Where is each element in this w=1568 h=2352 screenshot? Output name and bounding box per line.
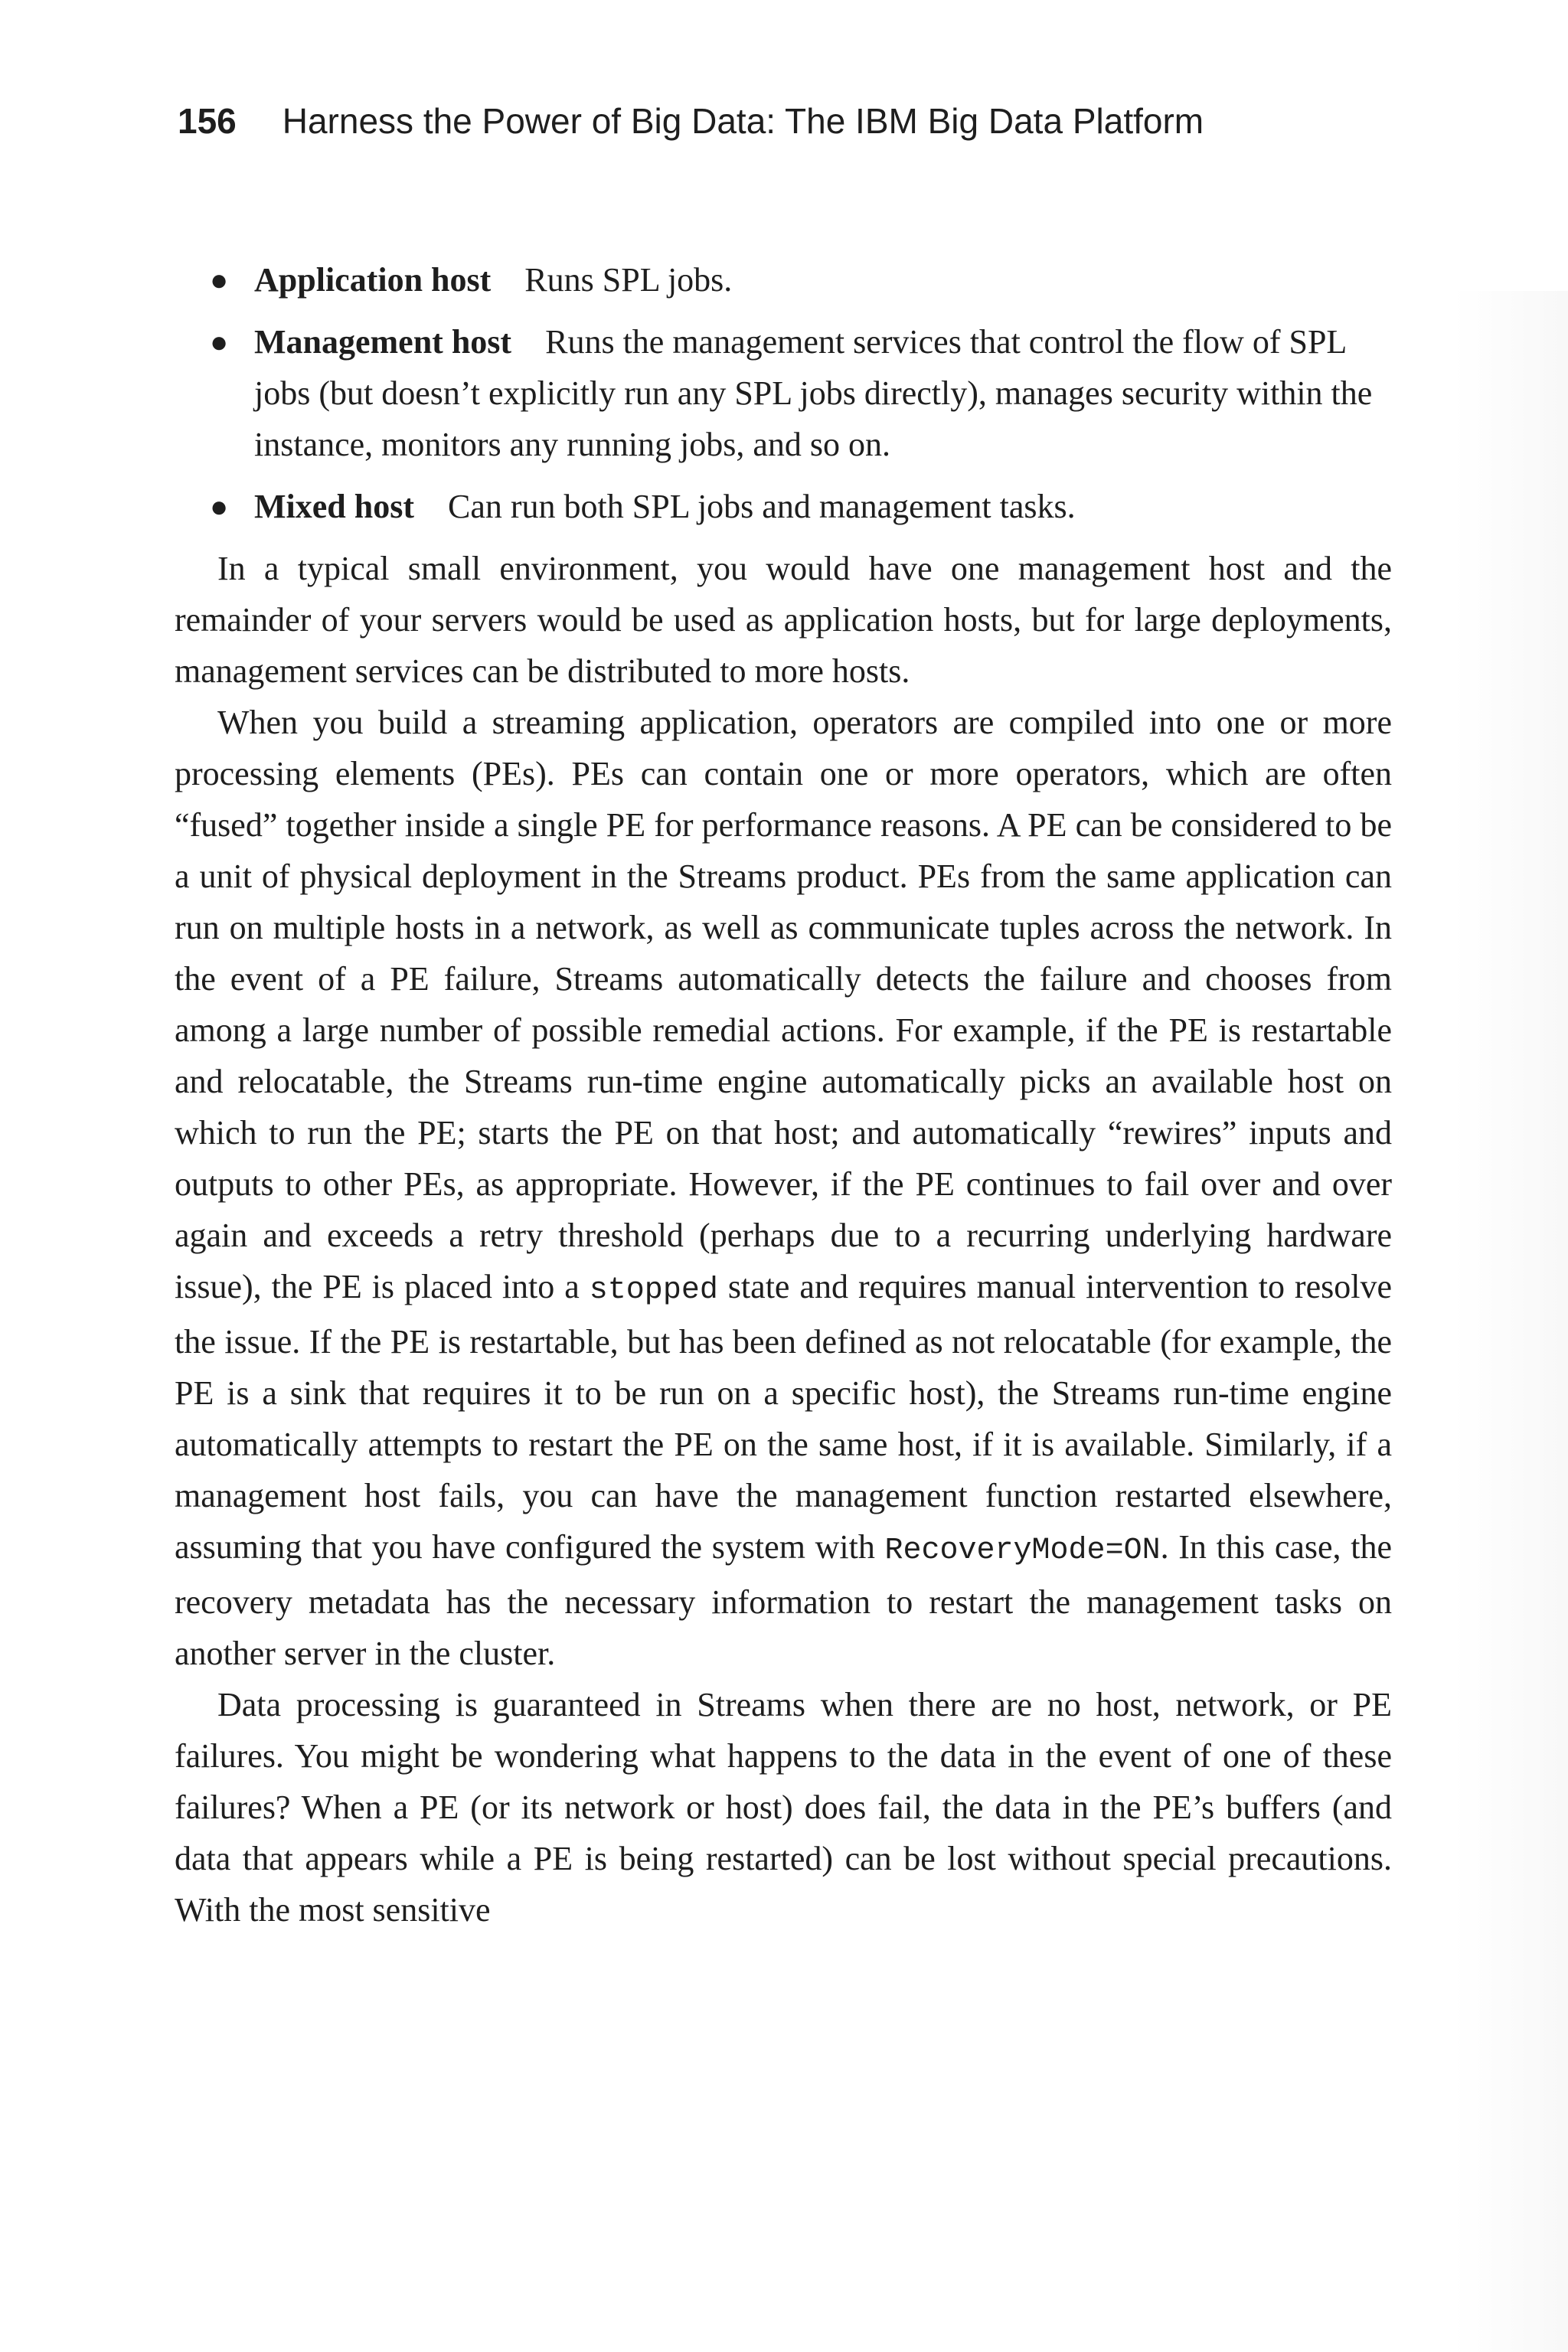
bullet-icon: ●: [210, 489, 229, 524]
list-item-text: Runs the management services that control the flow of SPL jobs (but doesn’t explicitly run any SPL jobs directly), manages security within the instance, monitors any running jobs, and so on.: [254, 323, 1373, 463]
list-item: [175, 316, 1392, 470]
list-item: [175, 254, 1392, 305]
body-text: [175, 254, 1392, 1936]
page-number: 156: [178, 101, 237, 141]
paragraph-text: . In this case, the recovery metadata has the necessary information to restart the management tasks on another server in the cluster.: [175, 1528, 1392, 1672]
page-edge-shadow: [1453, 291, 1568, 2352]
list-item-text: Runs SPL jobs.: [524, 261, 733, 299]
host-type-list: [175, 254, 1392, 532]
paragraph-text: state and requires manual intervention to resolve the issue. If the PE is restartable, but has been defined as not relocatable (for example, the PE is a sink that requires it to be run on a specific host), the Streams run-time engine automatically attempts to restart the PE on the same host, if it is available. Similarly, if a management host fails, you can have the management function restarted elsewhere, assuming that you have configured the system with: [175, 1268, 1392, 1566]
paragraph-deployment: In a typical small environment, you would have one management host and the remainder of your servers would be used as application hosts, but for large deployments, management services can be distributed to more hosts.: [175, 550, 1392, 690]
code-recovery-mode: RecoveryMode=ON: [884, 1534, 1161, 1568]
paragraph-processing-elements: [175, 697, 1392, 1679]
paragraph-data-processing: Data processing is guaranteed in Streams when there are no host, network, or PE failures. You might be wondering what happens to the data in the event of one of these failures? When a PE (or its network or host) does fail, the data in the PE’s buffers (and data that appears while a PE is being restarted) can be lost without special precautions. With the most sensitive: [175, 1686, 1392, 1929]
running-header: [178, 90, 1403, 152]
list-item-text: Can run both SPL jobs and management tasks.: [448, 488, 1076, 525]
paragraph-text: When you build a streaming application, operators are compiled into one or more processing elements (PEs). PEs can contain one or more operators, which are often “fused” together inside a single PE for performance reasons. A PE can be considered to be a unit of physical deployment in the Streams product. PEs from the same application can run on multiple hosts in a network, as well as communicate tuples across the network. In the event of a PE failure, Streams automatically detects the failure and chooses from among a large number of possible remedial actions. For example, if the PE is restartable and relocatable, the Streams run-time engine automatically picks an available host on which to run the PE; starts the PE on that host; and automatically “rewires” inputs and outputs to other PEs, as appropriate. However, if the PE continues to fail over and over again and exceeds a retry threshold (perhaps due to a recurring underlying hardware issue), the PE is placed into a: [175, 704, 1392, 1305]
list-item-term: Application host: [254, 261, 492, 299]
list-item-term: Mixed host: [254, 488, 414, 525]
list-item-term: Management host: [254, 323, 512, 361]
bullet-icon: ●: [210, 263, 229, 297]
code-stopped: stopped: [589, 1273, 718, 1308]
bullet-icon: ●: [210, 325, 229, 359]
list-item: [175, 481, 1392, 532]
running-title: Harness the Power of Big Data: The IBM Big Data Platform: [282, 101, 1204, 141]
